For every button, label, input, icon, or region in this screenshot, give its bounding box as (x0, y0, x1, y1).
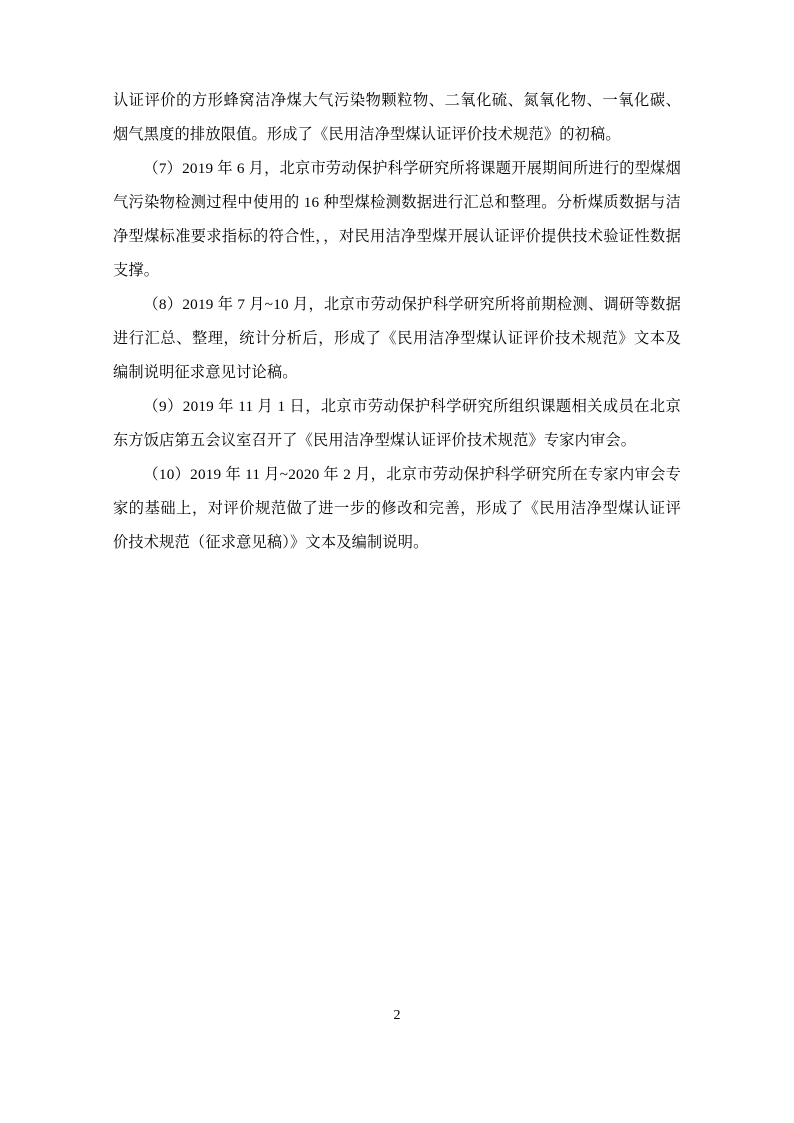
page-number: 2 (393, 1008, 401, 1023)
page-body (113, 84, 681, 560)
paragraph-item-9: （9）2019 年 11 月 1 日，北京市劳动保护科学研究所组织课题相关成员在北京东方饭店第五会议室召开了《民用洁净型煤认证评价技术规范》专家内审会。 (113, 398, 681, 449)
paragraph-continuation: 认证评价的方形蜂窝洁净煤大气污染物颗粒物、二氧化硫、氮氧化物、一氧化碳、烟气黑度的排放限值。形成了《民用洁净型煤认证评价技术规范》的初稿。 (113, 92, 681, 143)
paragraph-item-10: （10）2019 年 11 月~2020 年 2 月，北京市劳动保护科学研究所在专家内审会专家的基础上，对评价规范做了进一步的修改和完善，形成了《民用洁净型煤认证评价技术规范（征求意见稿）》文本及编制说明。 (113, 466, 681, 551)
paragraph-item-7: （7）2019 年 6 月，北京市劳动保护科学研究所将课题开展期间所进行的型煤烟气污染物检测过程中使用的 16 种型煤检测数据进行汇总和整理。分析煤质数据与洁净型煤标准要求指标的符合性，，对民用洁净型煤开展认证评价提供技术验证性数据支撑。 (113, 160, 681, 279)
paragraph-item-8: （8）2019 年 7 月~10 月，北京市劳动保护科学研究所将前期检测、调研等数据进行汇总、整理，统计分析后，形成了《民用洁净型煤认证评价技术规范》文本及编制说明征求意见讨论稿。 (113, 296, 681, 381)
